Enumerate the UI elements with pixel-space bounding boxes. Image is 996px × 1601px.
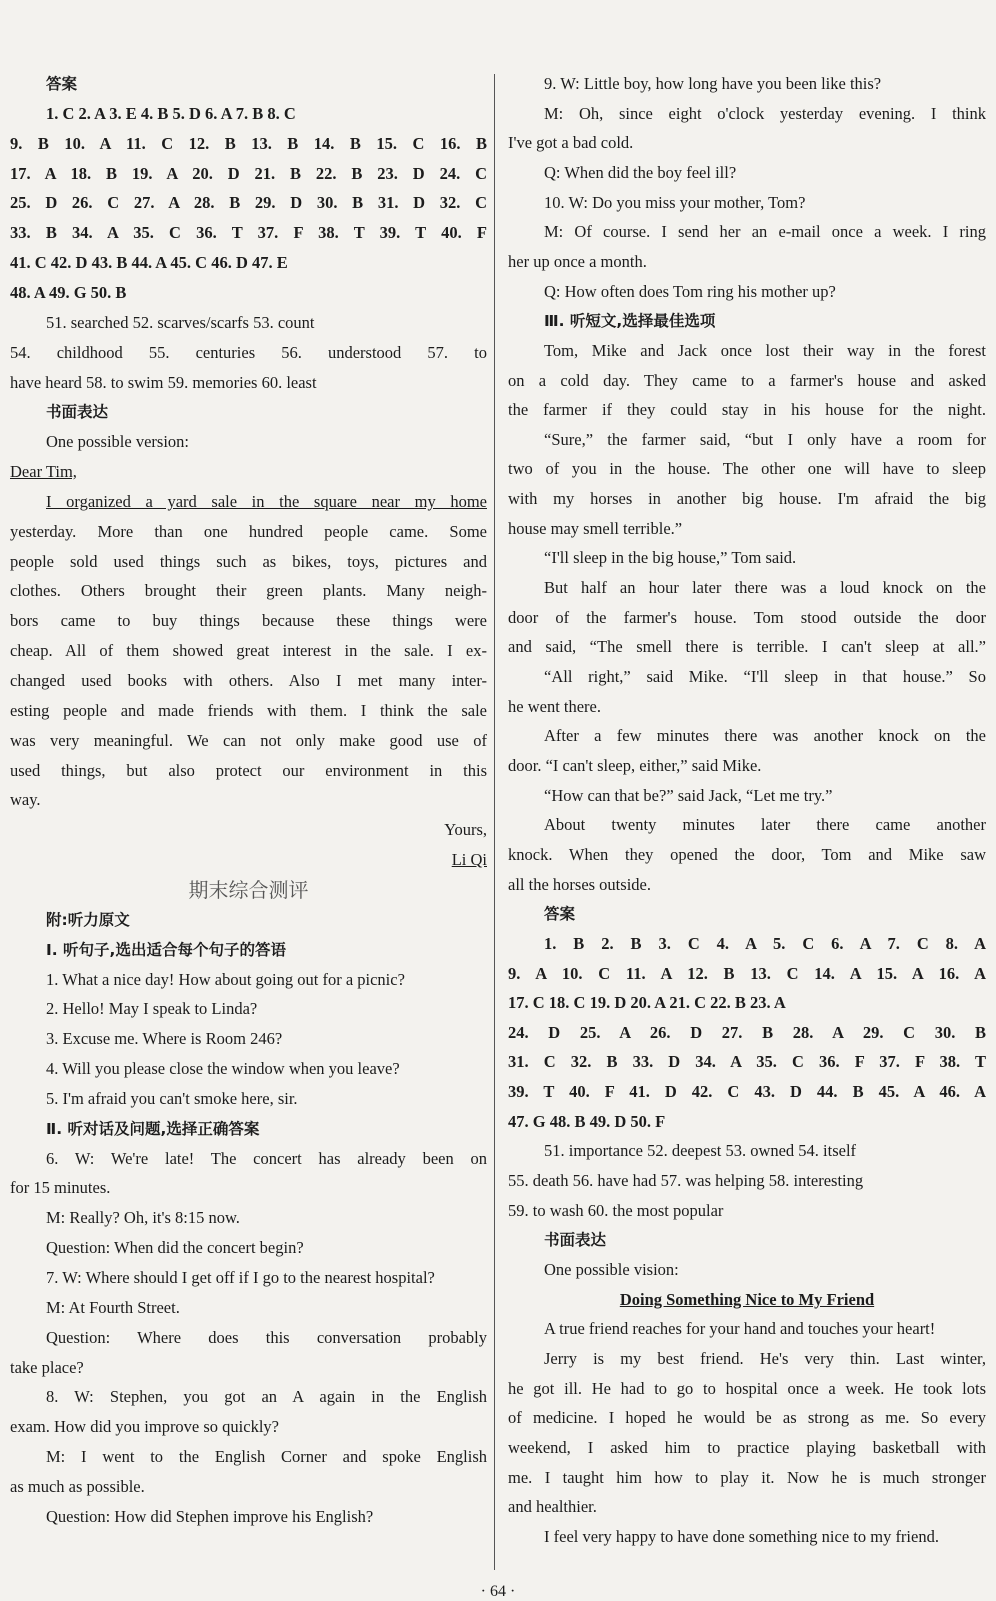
right-line: M: Of course. I send her an e-mail once a week. I ring [544,222,986,242]
right-line: 9. A 10. C 11. A 12. B 13. C 14. A 15. A 16. A [508,963,986,983]
left-line: 4. Will you please close the window when you leave? [46,1059,400,1079]
left-line: 期末综合测评 [188,877,309,902]
left-line: 6. W: We're late! The concert has already been on [46,1148,487,1168]
right-line: her up once a month. [508,251,647,271]
left-line: bors came to buy things because these things were [10,611,487,631]
left-line: Question: Where does this conversation probably [46,1327,487,1347]
right-line: After a few minutes there was another knock on the [544,726,986,746]
left-line: take place? [10,1357,84,1377]
left-line: 41. C 42. D 43. B 44. A 45. C 46. D 47. E [10,253,288,273]
right-line: door. “I can't sleep, either,” said Mike. [508,755,762,775]
right-line: M: Oh, since eight o'clock yesterday evening. I think [544,103,986,123]
right-line: “All right,” said Mike. “I'll sleep in that house.” So [544,667,986,686]
left-line: 3. Excuse me. Where is Room 246? [46,1029,283,1049]
right-line: 59. to wash 60. the most popular [508,1200,724,1220]
right-line: Tom, Mike and Jack once lost their way in the forest [544,340,986,360]
right-line: weekend, I asked him to practice playing basketball with [508,1437,986,1457]
right-line: I feel very happy to have done something nice to my friend. [544,1526,939,1546]
left-line: 书面表达 [46,403,109,422]
left-line: 33. B 34. A 35. C 36. T 37. F 38. T 39. T 40. F [10,223,487,243]
column-divider [494,74,495,1570]
left-line: Ⅱ. 听对话及问题,选择正确答案 [46,1119,260,1138]
right-line: door of the farmer's house. Tom stood outside the door [508,607,986,627]
left-line: Yours, [444,820,487,840]
left-line: as much as possible. [10,1476,145,1496]
right-line: the farmer if they could stay in his house for the night. [508,400,986,420]
left-line: Li Qi [451,850,487,870]
right-line: and healthier. [508,1497,597,1517]
right-line: “Sure,” the farmer said, “but I only have a room for [544,429,986,449]
right-line: 10. W: Do you miss your mother, Tom? [544,192,806,212]
right-line: Ⅲ. 听短文,选择最佳选项 [544,312,716,331]
right-line: I've got a bad cold. [508,133,634,153]
right-line: Jerry is my best friend. He's very thin. Last winter, [544,1348,986,1368]
left-line: 7. W: Where should I get off if I go to the nearest hospital? [46,1268,435,1287]
right-line: 书面表达 [544,1231,607,1250]
left-line: 54. childhood 55. centuries 56. understood 57. to [10,342,487,362]
left-line: M: At Fourth Street. [46,1297,180,1317]
right-line: on a cold day. They came to a farmer's house and asked [508,370,986,390]
left-line: 5. I'm afraid you can't smoke here, sir. [46,1088,298,1108]
right-line: all the horses outside. [508,874,651,894]
left-line: esting people and made friends with them. I think the sale [10,700,487,720]
left-line: One possible version: [46,432,189,452]
left-line: 答案 [46,75,78,93]
right-line: About twenty minutes later there came another [544,815,986,835]
right-line: 1. B 2. B 3. C 4. A 5. C 6. A 7. C 8. A [544,933,986,953]
left-line: 1. C 2. A 3. E 4. B 5. D 6. A 7. B 8. C [46,103,296,123]
left-line: was very meaningful. We can not only make good use of [10,730,487,750]
right-line: 17. C 18. C 19. D 20. A 21. C 22. B 23. A [508,993,786,1013]
right-line: 24. D 25. A 26. D 27. B 28. A 29. C 30. B [508,1022,986,1042]
right-line: Q: When did the boy feel ill? [544,162,737,182]
right-line: 51. importance 52. deepest 53. owned 54. itself [544,1141,857,1161]
right-line: “I'll sleep in the big house,” Tom said. [544,548,797,568]
right-line: One possible vision: [544,1260,679,1279]
left-line: 2. Hello! May I speak to Linda? [46,999,258,1019]
right-line: 9. W: Little boy, how long have you been like this? [544,74,882,93]
left-line: I organized a yard sale in the square near my home [46,491,487,511]
page-number: · 64 · [480,1583,516,1600]
left-line: 17. A 18. B 19. A 20. D 21. B 22. B 23. D 24. C [10,163,487,183]
left-line: Question: When did the concert begin? [46,1238,304,1258]
left-line: Ⅰ. 听句子,选出适合每个句子的答语 [46,940,286,959]
right-line: of medicine. I hoped he would be as strong as me. So every [508,1408,986,1428]
left-line: M: Really? Oh, it's 8:15 now. [46,1208,240,1228]
right-line: 47. G 48. B 49. D 50. F [508,1111,666,1131]
right-line: “How can that be?” said Jack, “Let me try.” [544,785,833,805]
left-line: 9. B 10. A 11. C 12. B 13. B 14. B 15. C 16. B [10,133,487,153]
right-line: Q: How often does Tom ring his mother up? [544,281,836,301]
right-line: house may smell terrible.” [508,518,683,538]
right-line: me. I taught him how to play it. Now he is much stronger [508,1467,986,1487]
left-line: yesterday. More than one hundred people came. Some [10,521,487,541]
right-line: A true friend reaches for your hand and touches your heart! [544,1319,936,1339]
right-line: he got ill. He had to go to hospital once a week. He took lots [508,1378,986,1398]
left-line: exam. How did you improve so quickly? [10,1417,279,1437]
right-line: 答案 [544,905,576,924]
left-line: Dear Tim, [10,462,77,482]
left-line: changed used books with others. Also I met many inter- [10,671,487,690]
left-line: for 15 minutes. [10,1178,111,1198]
left-line: used things, but also protect our environment in this [10,760,487,780]
right-line: and said, “The smell there is terrible. I can't sleep at all.” [508,637,986,657]
left-line: clothes. Others brought their green plants. Many neigh- [10,581,487,601]
right-line: 31. C 32. B 33. D 34. A 35. C 36. F 37. F 38. T [508,1052,986,1072]
right-line: knock. When they opened the door, Tom and Mike saw [508,844,986,864]
right-line: 39. T 40. F 41. D 42. C 43. D 44. B 45. A 46. A [508,1082,986,1102]
left-line: have heard 58. to swim 59. memories 60. least [10,372,317,392]
left-line: 48. A 49. G 50. B [10,282,127,302]
left-line: M: I went to the English Corner and spoke English [46,1447,487,1467]
right-line: two of you in the house. The other one will have to sleep [508,459,986,479]
right-line: Doing Something Nice to My Friend [619,1289,875,1309]
left-line: 25. D 26. C 27. A 28. B 29. D 30. B 31. D 32. C [10,193,487,213]
left-line: Question: How did Stephen improve his English? [46,1506,374,1526]
left-line: cheap. All of them showed great interest in the sale. I ex- [10,641,487,661]
left-line: 1. What a nice day! How about going out for a picnic? [46,969,405,989]
right-line: 55. death 56. have had 57. was helping 58. interesting [508,1171,864,1191]
right-line: with my horses in another big house. I'm afraid the big [508,489,986,509]
left-line: way. [10,790,41,810]
right-line: he went there. [508,696,601,716]
left-line: 附:听力原文 [46,910,130,929]
left-line: people sold used things such as bikes, toys, pictures and [10,551,487,571]
left-line: 8. W: Stephen, you got an A again in the English [46,1387,487,1407]
right-line: But half an hour later there was a loud knock on the [544,578,986,598]
left-line: 51. searched 52. scarves/scarfs 53. count [46,312,315,332]
